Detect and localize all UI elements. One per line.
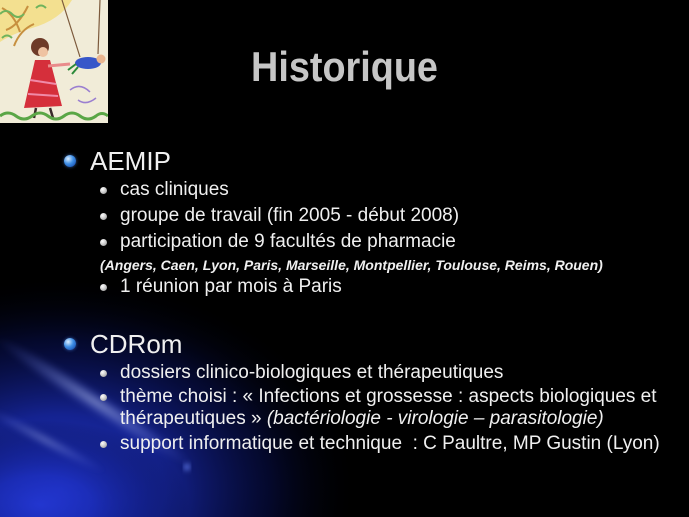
- list-item: [120, 362, 675, 384]
- gray-dot-bullet-icon: [100, 284, 107, 291]
- gray-dot-bullet-icon: [100, 394, 107, 401]
- list-item: [120, 386, 675, 430]
- list-item-text: dossiers clinico-biologiques et thérapeutiques: [120, 362, 504, 383]
- list-item: [120, 179, 675, 201]
- section-label: AEMIP: [90, 146, 171, 176]
- blue-sphere-bullet-icon: [64, 338, 76, 350]
- list-item: [120, 205, 675, 227]
- list-item-note: (Angers, Caen, Lyon, Paris, Marseille, Montpellier, Toulouse, Reims, Rouen): [100, 257, 603, 273]
- slide-title: Historique: [251, 43, 438, 90]
- gray-dot-bullet-icon: [100, 441, 107, 448]
- list-item-text: groupe de travail (fin 2005 - début 2008): [120, 205, 460, 226]
- gray-dot-bullet-icon: [100, 213, 107, 220]
- list-item-text: 1 réunion par mois à Paris: [120, 276, 342, 297]
- list-item-text: participation de 9 facultés de pharmacie: [120, 231, 456, 252]
- bullet-item-aemip: [90, 146, 171, 176]
- list-item-text: cas cliniques: [120, 179, 229, 200]
- list-item: [120, 276, 675, 298]
- list-item: [120, 433, 675, 455]
- bullet-item-cdrom: [90, 329, 182, 359]
- section-label: CDRom: [90, 329, 183, 359]
- list-item-emphasis: (bactériologie - virologie – parasitologie): [266, 408, 604, 429]
- blue-sphere-bullet-icon: [64, 155, 76, 167]
- gray-dot-bullet-icon: [100, 370, 107, 377]
- list-item-text: thème choisi : « Infections et grossesse : aspects biologiques et thérapeutiques »: [120, 386, 662, 429]
- list-item-text: support informatique et technique : C Paultre, MP Gustin (Lyon): [120, 433, 660, 454]
- list-item: [120, 231, 675, 253]
- gray-dot-bullet-icon: [100, 239, 107, 246]
- sparkle: [184, 464, 190, 470]
- gray-dot-bullet-icon: [100, 187, 107, 194]
